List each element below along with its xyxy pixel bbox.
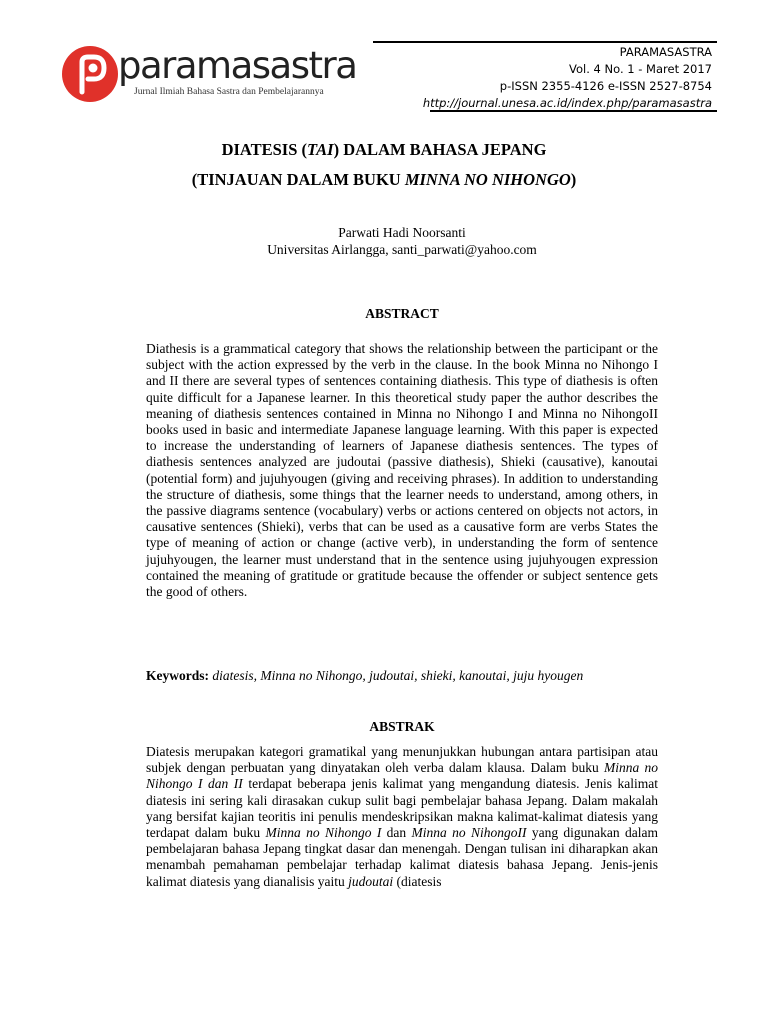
logo-wordmark: paramasastra — [118, 44, 357, 87]
journal-info — [423, 44, 712, 112]
paper-title-line-2: (TINJAUAN DALAM BUKU MINNA NO NIHONGO) — [191, 170, 577, 189]
journal-url[interactable]: http://journal.unesa.ac.id/index.php/paramasastra — [422, 96, 712, 110]
paper-title-line-1: DIATESIS (TAI) DALAM BAHASA JEPANG — [221, 140, 547, 159]
keywords-list: diatesis, Minna no Nihongo, judoutai, shieki, kanoutai, juju hyougen — [212, 668, 584, 683]
header-rule-bottom — [430, 110, 717, 112]
author-affiliation: Universitas Airlangga, santi_parwati@yahoo.com — [267, 242, 537, 257]
author-name: Parwati Hadi Noorsanti — [338, 225, 466, 240]
abstrak-heading: ABSTRAK — [369, 719, 435, 734]
abstract-body: Diathesis is a grammatical category that shows the relationship between the participant or the subject with the action expressed by the verb in the clause. In the book Minna no Nihongo I and II there are several types of sentences containing diathesis. This type of diathesis is often quite difficult for a Japanese learner. In this theoretical study paper the author describes the meaning of diathesis sentences contained in Minna no Nihongo I and Minna no NihongoII books used in basic and intermediate Japanese language learning. With this paper is expected to increase the understanding of learners of Japanese diathesis sentences. The types of diathesis sentences analyzed are judoutai (passive diathesis), Shieki (causative), kanoutai (potential form) and jujuhyougen (giving and receiving phrases). In addition to understanding the structure of diathesis, some things that the learner needs to understand, among others, in the passive diagrams sentence (vocabulary) verbs or actions centered on objects not actors, in causative sentences (Shieki), verbs that can be used as a causative form are verbs States the type of meaning of action or change (active verb), in understanding the form of sentence jujuhyougen, the learner must understand that in the sentence using jujuhyougen expression contained the meaning of gratitude or gratitude because the offender or subject sentence gets the good of others. — [146, 341, 658, 600]
keywords — [146, 668, 706, 684]
logo-tagline: Jurnal Ilmiah Bahasa Sastra dan Pembelajarannya — [134, 87, 324, 97]
journal-volume: Vol. 4 No. 1 - Maret 2017 — [569, 62, 712, 76]
journal-issn: p-ISSN 2355-4126 e-ISSN 2527-8754 — [499, 79, 712, 93]
logo-p-icon — [62, 46, 118, 102]
abstract-heading: ABSTRACT — [365, 306, 439, 321]
abstrak-body: Diatesis merupakan kategori gramatikal yang menunjukkan hubungan antara partisipan atau subjek dengan perbuatan yang dinyatakan oleh verba dalam klausa. Dalam buku Minna no Nihongo I dan II terdapat beberapa jenis kalimat yang mengandung diatesis. Jenis kalimat diatesis ini sering kali dirasakan cukup sulit bagi pembelajar bahasa Jepang. Dalam makalah yang bersifat kajian teoritis ini penulis mendeskripsikan makna kalimat-kalimat diatesis yang terdapat dalam buku Minna no Nihongo I dan Minna no NihongoII yang digunakan dalam pembelajaran bahasa Jepang tingkat dasar dan menengah. Dengan tulisan ini diharapkan akan menambah pemahaman pembelajar terhadap kalimat diatesis bahasa Jepang. Jenis-jenis kalimat diatesis yang dianalisis yaitu judoutai (diatesis — [146, 744, 659, 889]
header-rule-top — [373, 41, 717, 43]
journal-logo — [62, 44, 357, 106]
journal-name: PARAMASASTRA — [619, 45, 712, 59]
keywords-label: Keywords: — [146, 668, 209, 683]
